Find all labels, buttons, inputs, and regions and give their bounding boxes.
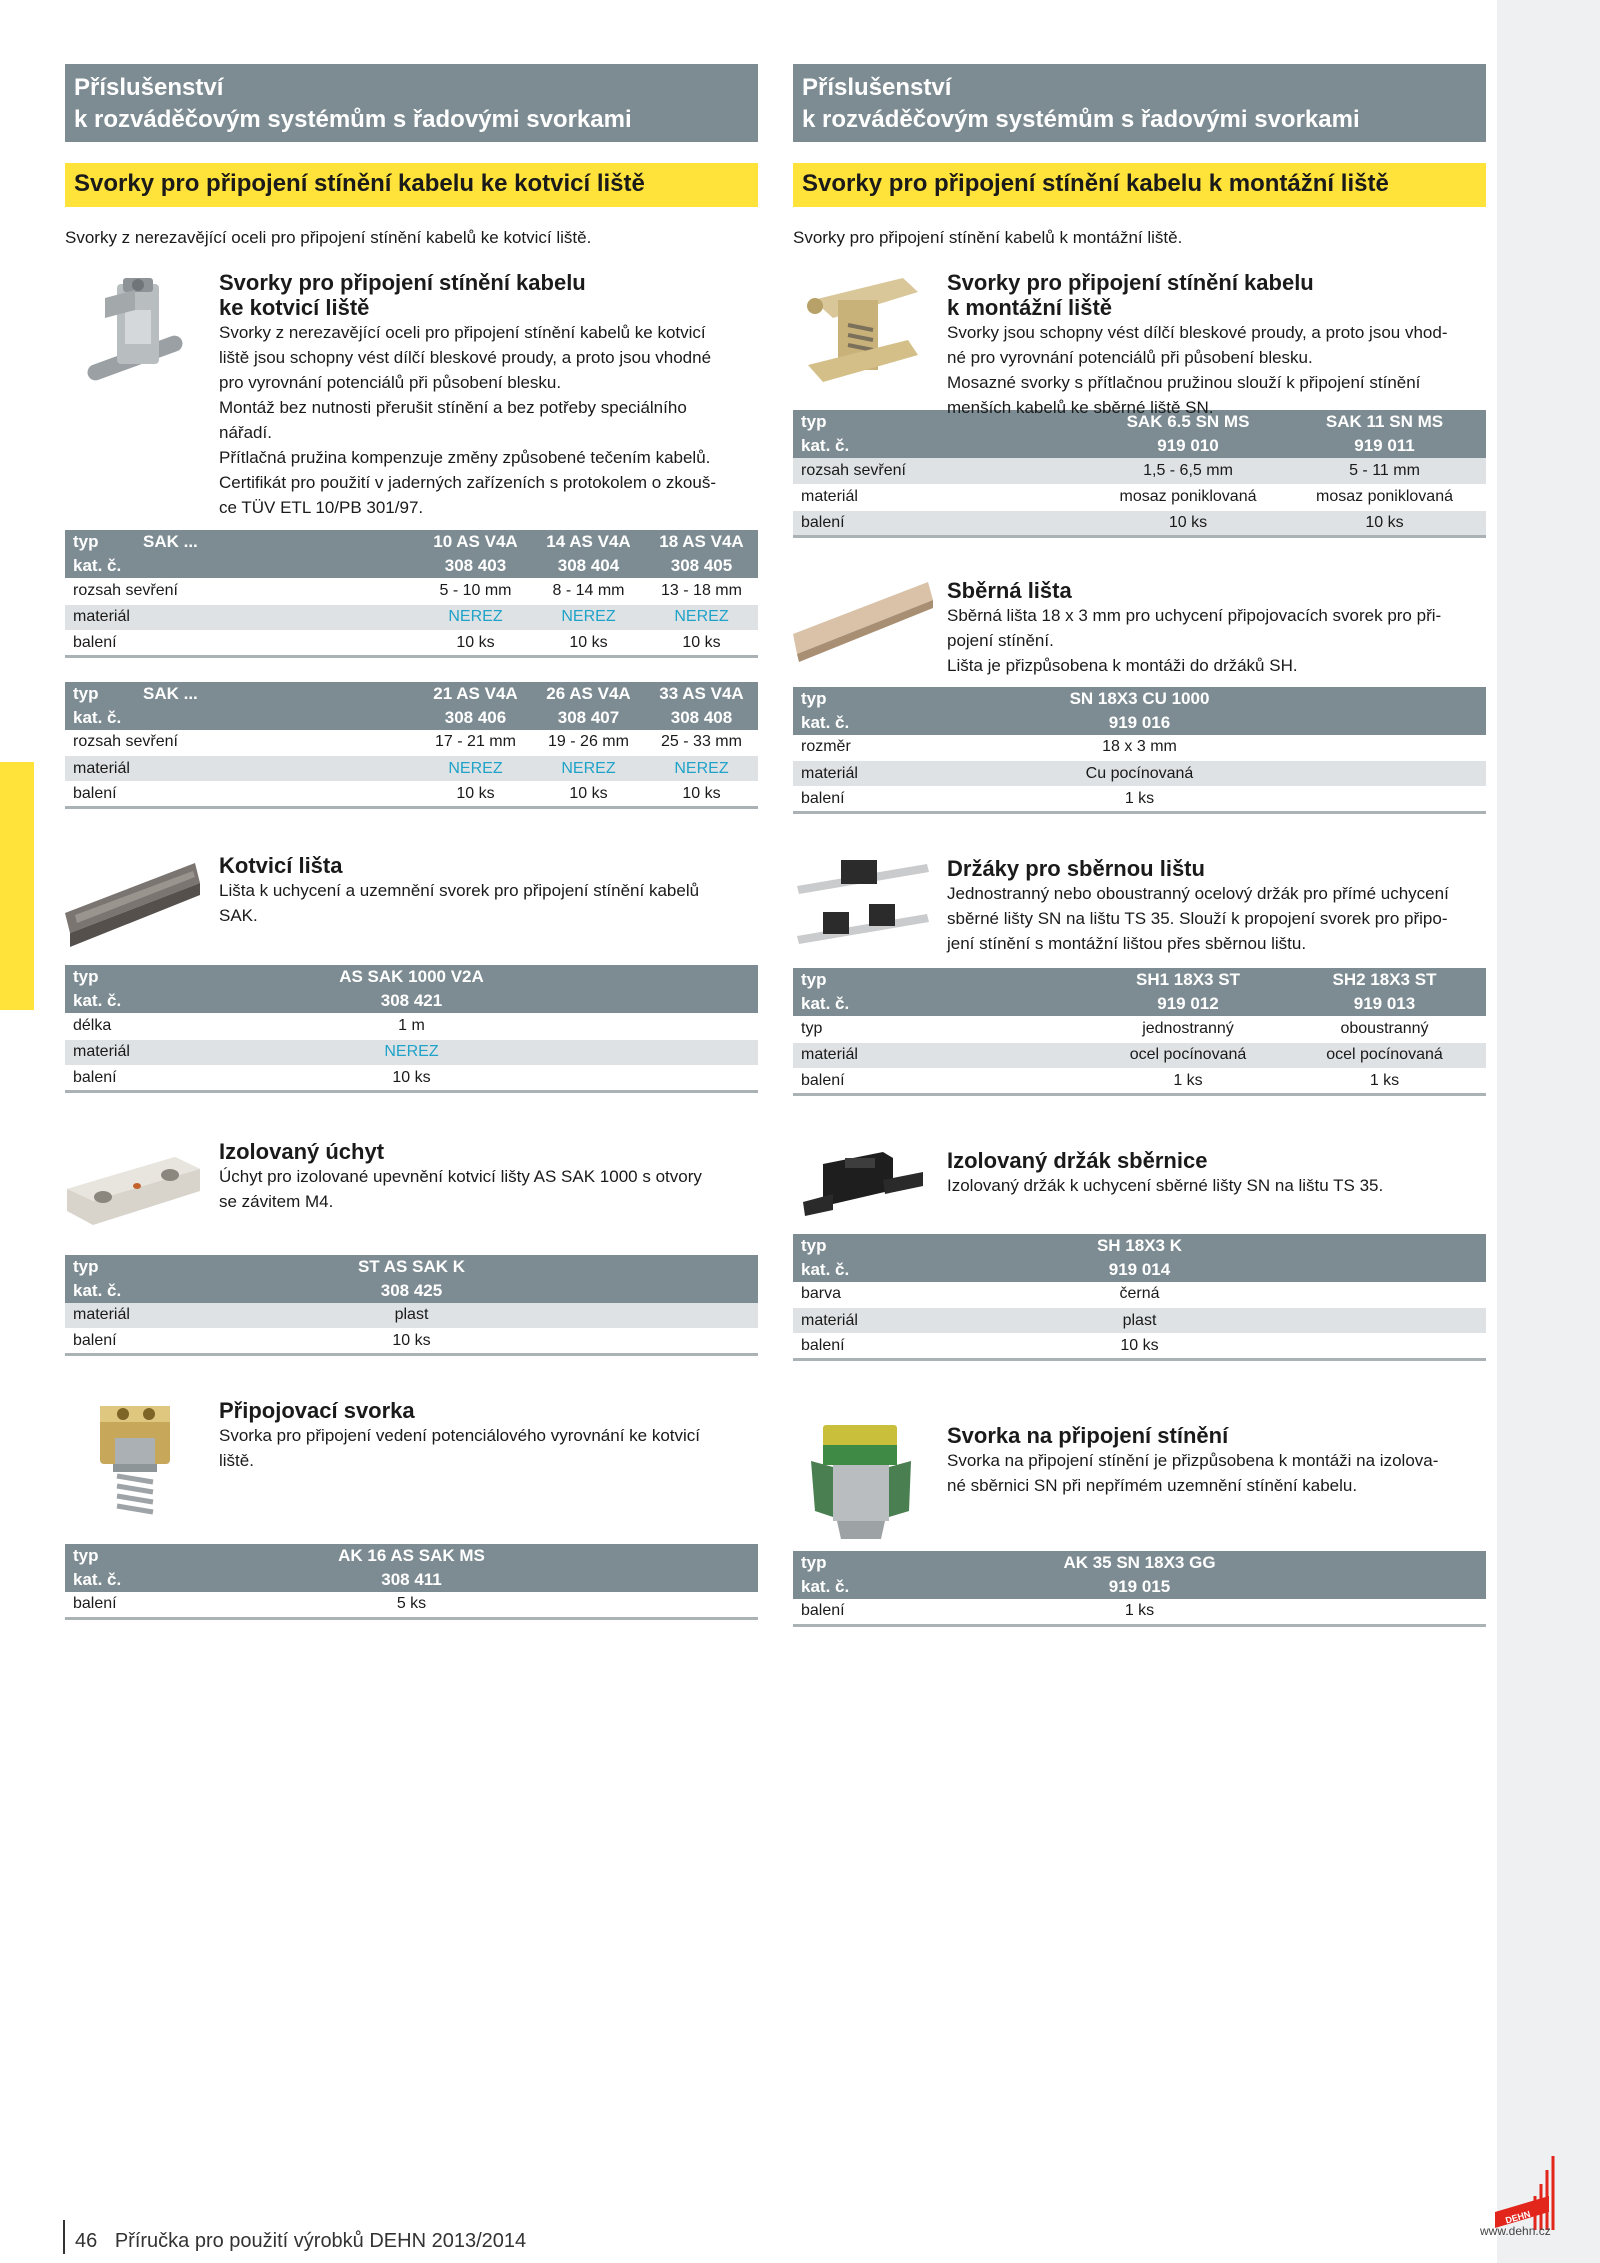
table-row xyxy=(793,1282,1486,1308)
row-label: rozsah sevření xyxy=(65,578,419,604)
spec-table-sak-2 xyxy=(65,682,758,810)
shield-terminal-image xyxy=(793,1421,933,1545)
col-label: typ xyxy=(793,1234,993,1258)
row-value: 10 ks xyxy=(645,782,758,808)
row-value: 10 ks xyxy=(419,782,532,808)
spec-table-insulated-holder xyxy=(65,1255,758,1357)
type-cell: 21 AS V4A xyxy=(419,682,532,706)
header-line2: k rozváděčovým systémům s řadovými svorkami xyxy=(802,106,1360,133)
type-cell: 18 AS V4A xyxy=(645,530,758,554)
desc-line: ce TÜV ETL 10/PB 301/97. xyxy=(219,498,424,517)
table-row xyxy=(65,756,758,782)
table-row xyxy=(65,1592,758,1618)
table-row xyxy=(793,1599,1486,1625)
table-row xyxy=(65,1013,758,1039)
sak-clamp-image xyxy=(65,270,205,400)
row-label: materiál xyxy=(65,756,419,782)
type-cell: SH2 18X3 ST xyxy=(1283,968,1486,992)
col-label: kat. č. xyxy=(793,1258,993,1282)
spec-table-sak-1 xyxy=(65,530,758,658)
cat-cell: 308 406 xyxy=(419,706,532,730)
col-label: typ xyxy=(65,1255,265,1279)
product-sn-clamp xyxy=(793,270,1486,420)
row-label: barva xyxy=(793,1282,993,1308)
product-shield-terminal xyxy=(793,1423,1486,1551)
row-value: NEREZ xyxy=(532,756,645,782)
row-label: materiál xyxy=(793,761,993,787)
desc-line: Certifikát pro použití v jaderných zařízeních s protokolem o zkouš- xyxy=(219,473,716,492)
desc-line: Svorka pro připojení vedení potenciálového vyrovnání ke kotvicí xyxy=(219,1426,700,1445)
product-busbar-holders xyxy=(793,856,1486,968)
spec-table-sn-clamp xyxy=(793,410,1486,538)
product-title-2: k montážní liště xyxy=(947,295,1113,320)
table-header-row xyxy=(793,968,1486,992)
cat-cell: 308 405 xyxy=(645,554,758,578)
col-label: typ xyxy=(793,1551,993,1575)
header-line1: Příslušenství xyxy=(74,74,224,101)
row-value: 10 ks xyxy=(645,630,758,656)
col-label: kat. č. xyxy=(793,711,993,735)
row-label: balení xyxy=(793,787,993,813)
table-row xyxy=(793,510,1486,536)
table-row xyxy=(65,782,758,808)
row-label: rozsah sevření xyxy=(65,730,419,756)
col-label: kat. č. xyxy=(65,554,419,578)
table-row xyxy=(793,1042,1486,1068)
connection-clamp-image xyxy=(65,1398,205,1538)
product-insulated-holder xyxy=(65,1139,758,1249)
col-label: kat. č. xyxy=(65,1568,265,1592)
row-label: balení xyxy=(793,1068,1093,1094)
table-header-row xyxy=(793,711,1486,735)
table-row xyxy=(65,1039,758,1065)
product-description xyxy=(947,603,1486,678)
table-header-row xyxy=(65,989,758,1013)
row-label: typ xyxy=(793,1016,1093,1042)
table-row xyxy=(793,458,1486,484)
left-intro: Svorky z nerezavějící oceli pro připojení stínění kabelů ke kotvicí liště. xyxy=(65,228,592,247)
row-label: materiál xyxy=(65,1303,265,1329)
row-value: 1 m xyxy=(265,1013,558,1039)
type-cell: 33 AS V4A xyxy=(645,682,758,706)
product-busbar xyxy=(793,578,1486,688)
desc-line: liště. xyxy=(219,1451,254,1470)
cat-cell: 919 016 xyxy=(993,711,1286,735)
desc-line: né sběrnici SN při nepřímém uzemnění stínění kabelu. xyxy=(947,1476,1358,1495)
product-description xyxy=(219,1423,758,1473)
desc-line: Montáž bez nutnosti přerušit stínění a bez potřeby speciálního xyxy=(219,398,687,417)
row-label: materiál xyxy=(65,1039,265,1065)
table-row xyxy=(793,1334,1486,1360)
col-label: typ xyxy=(65,530,135,554)
type-cell: ST AS SAK K xyxy=(265,1255,558,1279)
product-title: Držáky pro sběrnou lištu xyxy=(947,856,1205,881)
table-row xyxy=(65,604,758,630)
product-description xyxy=(947,881,1486,956)
type-cell: AK 16 AS SAK MS xyxy=(265,1544,558,1568)
row-label: balení xyxy=(65,1065,265,1091)
row-value: 1 ks xyxy=(993,1599,1286,1625)
row-value: 5 - 11 mm xyxy=(1283,458,1486,484)
row-value: 8 - 14 mm xyxy=(532,578,645,604)
table-row xyxy=(793,1308,1486,1334)
product-description xyxy=(947,320,1486,420)
left-section-title: Svorky pro připojení stínění kabelu ke kotvicí liště xyxy=(65,163,758,207)
table-row xyxy=(793,735,1486,761)
desc-line: Svorky jsou schopny vést dílčí bleskové proudy, a proto jsou vhod- xyxy=(947,323,1448,342)
spec-table-busbar-holders xyxy=(793,968,1486,1096)
product-description xyxy=(947,1448,1486,1498)
row-value: 18 x 3 mm xyxy=(993,735,1286,761)
row-value: 1,5 - 6,5 mm xyxy=(1093,458,1283,484)
product-connection-clamp xyxy=(65,1398,758,1544)
table-row xyxy=(793,787,1486,813)
right-page-header xyxy=(793,64,1486,142)
desc-line: se závitem M4. xyxy=(219,1191,334,1211)
header-line2: k rozváděčovým systémům s řadovými svorkami xyxy=(74,106,632,133)
spec-table-anchor-rail xyxy=(65,965,758,1093)
desc-line: SAK. xyxy=(219,906,258,925)
desc-line: Svorky z nerezavějící oceli pro připojení stínění kabelů ke kotvicí xyxy=(219,323,706,342)
row-value: 10 ks xyxy=(1093,510,1283,536)
footer-title: Příručka pro použití výrobků DEHN 2013/2014 xyxy=(114,2230,527,2252)
chapter-tab xyxy=(0,762,34,1010)
type-cell: AS SAK 1000 V2A xyxy=(265,965,558,989)
col-label: typ xyxy=(65,965,265,989)
desc-line: sběrné lišty SN na lištu TS 35. Slouží k propojení svorek pro připo- xyxy=(947,909,1448,928)
insulated-holder-image xyxy=(65,1139,205,1239)
product-title: Izolovaný úchyt xyxy=(219,1138,385,1164)
page-footer xyxy=(63,2230,526,2253)
row-value: 5 - 10 mm xyxy=(419,578,532,604)
row-value: jednostranný xyxy=(1093,1016,1283,1042)
row-value: mosaz poniklovaná xyxy=(1093,484,1283,510)
row-value: 10 ks xyxy=(419,630,532,656)
desc-line: Lišta je přizpůsobena k montáži do držáků SH. xyxy=(947,655,1298,675)
col-label: kat. č. xyxy=(65,1279,265,1303)
row-label: balení xyxy=(65,1329,265,1355)
cat-cell: 308 421 xyxy=(265,989,558,1013)
row-value: plast xyxy=(993,1308,1286,1334)
table-header-row xyxy=(793,1575,1486,1599)
cat-cell: 919 015 xyxy=(993,1575,1286,1599)
cat-cell: 308 403 xyxy=(419,554,532,578)
desc-line: pro vyrovnání potenciálů při působení blesku. xyxy=(219,373,562,392)
row-value: 10 ks xyxy=(993,1334,1286,1360)
col-label: typ xyxy=(65,682,135,706)
col-label: kat. č. xyxy=(65,706,419,730)
spec-table-shield-terminal xyxy=(793,1551,1486,1627)
row-value: 10 ks xyxy=(265,1329,558,1355)
row-value: NEREZ xyxy=(419,604,532,630)
dehn-logo-icon xyxy=(1487,2150,1557,2234)
type-cell: 26 AS V4A xyxy=(532,682,645,706)
type-prefix: SAK ... xyxy=(135,682,419,706)
table-row xyxy=(793,484,1486,510)
row-label: rozměr xyxy=(793,735,993,761)
desc-line: Izolovaný držák k uchycení sběrné lišty SN na lištu TS 35. xyxy=(947,1175,1384,1195)
cat-cell: 308 425 xyxy=(265,1279,558,1303)
row-value: ocel pocínovaná xyxy=(1093,1042,1283,1068)
col-label: kat. č. xyxy=(65,989,265,1013)
table-header-row xyxy=(65,1279,758,1303)
desc-line: Přítlačná pružina kompenzuje změny způsobené tečením kabelů. xyxy=(219,448,711,467)
row-label: balení xyxy=(793,1334,993,1360)
row-label: balení xyxy=(65,630,419,656)
product-description xyxy=(219,1164,758,1214)
cat-cell: 919 011 xyxy=(1283,434,1486,458)
product-title: Izolovaný držák sběrnice xyxy=(947,1147,1208,1173)
row-value: NEREZ xyxy=(645,756,758,782)
desc-line: jení stínění s montážní lištou přes sběrnou lištu. xyxy=(947,934,1307,953)
table-header-row xyxy=(65,554,758,578)
row-label: rozsah sevření xyxy=(793,458,1093,484)
type-cell: SH1 18X3 ST xyxy=(1093,968,1283,992)
row-value: mosaz poniklovaná xyxy=(1283,484,1486,510)
type-cell: SAK 6.5 SN MS xyxy=(1093,410,1283,434)
cat-cell: 919 013 xyxy=(1283,992,1486,1016)
product-title: Svorka na připojení stínění xyxy=(947,1423,1229,1448)
website-url: www.dehn.cz xyxy=(1480,2224,1551,2238)
row-value: ocel pocínovaná xyxy=(1283,1042,1486,1068)
row-value: NEREZ xyxy=(419,756,532,782)
cat-cell: 308 411 xyxy=(265,1568,558,1592)
cat-cell: 919 014 xyxy=(993,1258,1286,1282)
col-label: typ xyxy=(65,1544,265,1568)
desc-line: Lišta k uchycení a uzemnění svorek pro připojení stínění kabelů xyxy=(219,881,700,900)
col-label: typ xyxy=(793,968,1093,992)
header-line1: Příslušenství xyxy=(802,74,952,101)
table-header-row xyxy=(793,1258,1486,1282)
product-description xyxy=(947,1173,1486,1198)
row-value: 10 ks xyxy=(532,782,645,808)
footer-divider xyxy=(63,2220,65,2254)
table-header-row xyxy=(793,1234,1486,1258)
row-value: 1 ks xyxy=(1283,1068,1486,1094)
product-sak-clamp xyxy=(65,270,758,520)
right-margin-strip xyxy=(1497,0,1600,2263)
row-label: materiál xyxy=(793,484,1093,510)
table-header-row xyxy=(65,682,758,706)
product-description xyxy=(219,320,758,520)
col-label: typ xyxy=(793,687,993,711)
table-row xyxy=(65,1329,758,1355)
logo-text: DEHN xyxy=(1504,2208,1532,2226)
cat-cell: 919 010 xyxy=(1093,434,1283,458)
row-label: materiál xyxy=(793,1042,1093,1068)
right-section-title: Svorky pro připojení stínění kabelu k montážní liště xyxy=(793,163,1486,207)
col-label: typ xyxy=(793,410,1093,434)
product-anchor-rail xyxy=(65,853,758,953)
type-cell: 14 AS V4A xyxy=(532,530,645,554)
type-cell: SAK 11 SN MS xyxy=(1283,410,1486,434)
spec-table-busbar xyxy=(793,687,1486,815)
right-column xyxy=(793,64,1486,1627)
spec-table-insulated-busbar-holder xyxy=(793,1234,1486,1362)
desc-line: menších kabelů ke sběrné liště SN. xyxy=(947,398,1214,417)
sn-clamp-image xyxy=(793,270,933,400)
row-value: oboustranný xyxy=(1283,1016,1486,1042)
row-label: balení xyxy=(65,782,419,808)
table-row xyxy=(793,1068,1486,1094)
table-row xyxy=(793,1016,1486,1042)
row-value: NEREZ xyxy=(532,604,645,630)
spec-table-connection-clamp xyxy=(65,1544,758,1620)
row-label: materiál xyxy=(793,1308,993,1334)
busbar-holders-image xyxy=(793,856,933,966)
anchor-rail-image xyxy=(65,853,205,953)
row-value: Cu pocínovaná xyxy=(993,761,1286,787)
table-header-row xyxy=(65,706,758,730)
insulated-busbar-holder-image xyxy=(793,1144,933,1234)
row-value: plast xyxy=(265,1303,558,1329)
row-value: NEREZ xyxy=(265,1039,558,1065)
desc-line: nářadí. xyxy=(219,423,272,442)
cat-cell: 308 408 xyxy=(645,706,758,730)
type-cell: SN 18X3 CU 1000 xyxy=(993,687,1286,711)
table-header-row xyxy=(65,1255,758,1279)
cat-cell: 308 404 xyxy=(532,554,645,578)
product-description xyxy=(219,878,758,928)
cat-cell: 308 407 xyxy=(532,706,645,730)
row-value: 1 ks xyxy=(1093,1068,1283,1094)
cat-cell: 919 012 xyxy=(1093,992,1283,1016)
product-title: Připojovací svorka xyxy=(219,1398,415,1423)
type-prefix: SAK ... xyxy=(135,530,419,554)
table-header-row xyxy=(793,992,1486,1016)
table-header-row xyxy=(65,965,758,989)
busbar-image xyxy=(793,578,933,678)
table-row xyxy=(65,578,758,604)
product-title: Svorky pro připojení stínění kabelu xyxy=(219,270,586,295)
table-row xyxy=(65,730,758,756)
footer-text-wrap xyxy=(75,2230,526,2253)
row-value: černá xyxy=(993,1282,1286,1308)
desc-line: Jednostranný nebo oboustranný ocelový držák pro přímé uchycení xyxy=(947,884,1449,903)
row-value: 10 ks xyxy=(532,630,645,656)
product-title: Sběrná lišta xyxy=(947,577,1072,603)
row-value: 19 - 26 mm xyxy=(532,730,645,756)
row-label: materiál xyxy=(65,604,419,630)
row-value: 5 ks xyxy=(265,1592,558,1618)
desc-line: liště jsou schopny vést dílčí bleskové proudy, a proto jsou vhodné xyxy=(219,348,712,367)
table-header-row xyxy=(65,1568,758,1592)
row-value: NEREZ xyxy=(645,604,758,630)
table-row xyxy=(65,630,758,656)
col-label: kat. č. xyxy=(793,1575,993,1599)
col-label: kat. č. xyxy=(793,992,1093,1016)
type-cell: 10 AS V4A xyxy=(419,530,532,554)
desc-line: né pro vyrovnání potenciálů při působení blesku. xyxy=(947,348,1313,367)
row-value: 10 ks xyxy=(1283,510,1486,536)
table-row xyxy=(65,1303,758,1329)
desc-line: Sběrná lišta 18 x 3 mm pro uchycení připojovacích svorek pro při- xyxy=(947,605,1442,625)
row-value: 17 - 21 mm xyxy=(419,730,532,756)
table-header-row xyxy=(793,434,1486,458)
desc-line: Mosazné svorky s přítlačnou pružinou slouží k připojení stínění xyxy=(947,373,1421,392)
table-header-row xyxy=(793,687,1486,711)
desc-line: pojení stínění. xyxy=(947,630,1054,650)
left-page-header xyxy=(65,64,758,142)
row-value: 25 - 33 mm xyxy=(645,730,758,756)
product-title: Svorky pro připojení stínění kabelu xyxy=(947,270,1314,295)
row-value: 1 ks xyxy=(993,787,1286,813)
table-header-row xyxy=(65,1544,758,1568)
table-row xyxy=(793,761,1486,787)
table-header-row xyxy=(793,1551,1486,1575)
right-intro: Svorky pro připojení stínění kabelů k montážní liště. xyxy=(793,228,1183,247)
type-cell: AK 35 SN 18X3 GG xyxy=(993,1551,1286,1575)
row-label: balení xyxy=(793,1599,993,1625)
row-value: 10 ks xyxy=(265,1065,558,1091)
product-insulated-busbar-holder xyxy=(793,1148,1486,1234)
row-value: 13 - 18 mm xyxy=(645,578,758,604)
desc-line: Svorka na připojení stínění je přizpůsobena k montáži na izolova- xyxy=(947,1451,1439,1470)
product-title: Kotvicí lišta xyxy=(219,853,343,878)
row-label: délka xyxy=(65,1013,265,1039)
col-label: kat. č. xyxy=(793,434,1093,458)
row-label: balení xyxy=(793,510,1093,536)
table-header-row xyxy=(65,530,758,554)
left-column xyxy=(65,64,758,1620)
page-number: 46 xyxy=(75,2230,98,2252)
product-title-2: ke kotvicí liště xyxy=(219,295,370,320)
type-cell: SH 18X3 K xyxy=(993,1234,1286,1258)
desc-line: Úchyt pro izolované upevnění kotvicí lišty AS SAK 1000 s otvory xyxy=(219,1166,702,1186)
row-label: balení xyxy=(65,1592,265,1618)
table-row xyxy=(65,1065,758,1091)
